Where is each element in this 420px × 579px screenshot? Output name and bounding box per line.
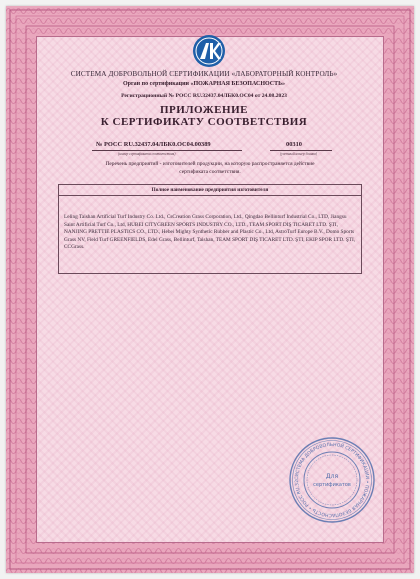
table-header: Полное наименование предприятия изготовителя [58,184,362,196]
registration-number: Регистрационный № РОСС RU.32437.04ЛБК0.ОС04 от 24.08.2023 [121,93,287,99]
certificate-number-underline [92,150,242,151]
intro-text: Перечень предприятий - изготовителей продукции, на которую распространяется действие сертификата соответствия. [105,161,315,175]
stamp-center-line1: Для [325,473,339,480]
certification-stamp [288,436,376,524]
stamp-ring-text: СИСТЕМА ДОБРОВОЛЬНОЙ СЕРТИФИКАЦИИ • ПОЖАРНАЯ БЕЗОПАСНОСТЬ • РОСС RU.32 [294,442,370,518]
blank-number: 00310 [286,141,302,148]
certification-organ: Орган по сертификации «ПОЖАРНАЯ БЕЗОПАСНОСТЬ» [122,81,286,87]
document-subtitle: К СЕРТИФИКАТУ СООТВЕТСТВИЯ [100,116,308,128]
producers-list: Leling Taishan Artificial Turf Industry Co. Ltd., CsCreation Grass Corporation, Ltd., Qingdao Bellinturf Industrial Co., LTD, Jiangsu Saint Artificial Turf Co., Ltd, HUBEI CITYGREEN SPORTS INDUSTRY CO., LTD., TEAM SPORT DIŞ TICARET LTD. ŞTI, NANJING PRETTIE PLASTICS CO., LTD., Hebei Mighty Synthetic Rubber and Plastic Co., Ltd, AstroTurf Europe B.V., Domo Sports Grass NV, Field Turf GREENFIELDS, Edel Grass, Bellinturf, Taishan, TEAM SPORT DIŞ TICARET LTD. ŞTI, EKIP SPOR LTD. ŞTI, CCGrass. [64,214,356,251]
certificate-number: № РОСС RU.32437.04ЛБК0.ОС04.00389 [96,141,211,148]
document-title: ПРИЛОЖЕНИЕ [160,104,248,116]
system-name: СИСТЕМА ДОБРОВОЛЬНОЙ СЕРТИФИКАЦИИ «ЛАБОРАТОРНЫЙ КОНТРОЛЬ» [70,70,338,78]
blank-number-underline [270,150,332,151]
stamp-center-line2: сертификатов [313,482,351,488]
lk-logo-icon [192,34,226,68]
certificate-number-caption: (номер сертификата соответствия) [118,152,176,156]
blank-number-caption: (учетный номер бланка) [280,152,318,156]
